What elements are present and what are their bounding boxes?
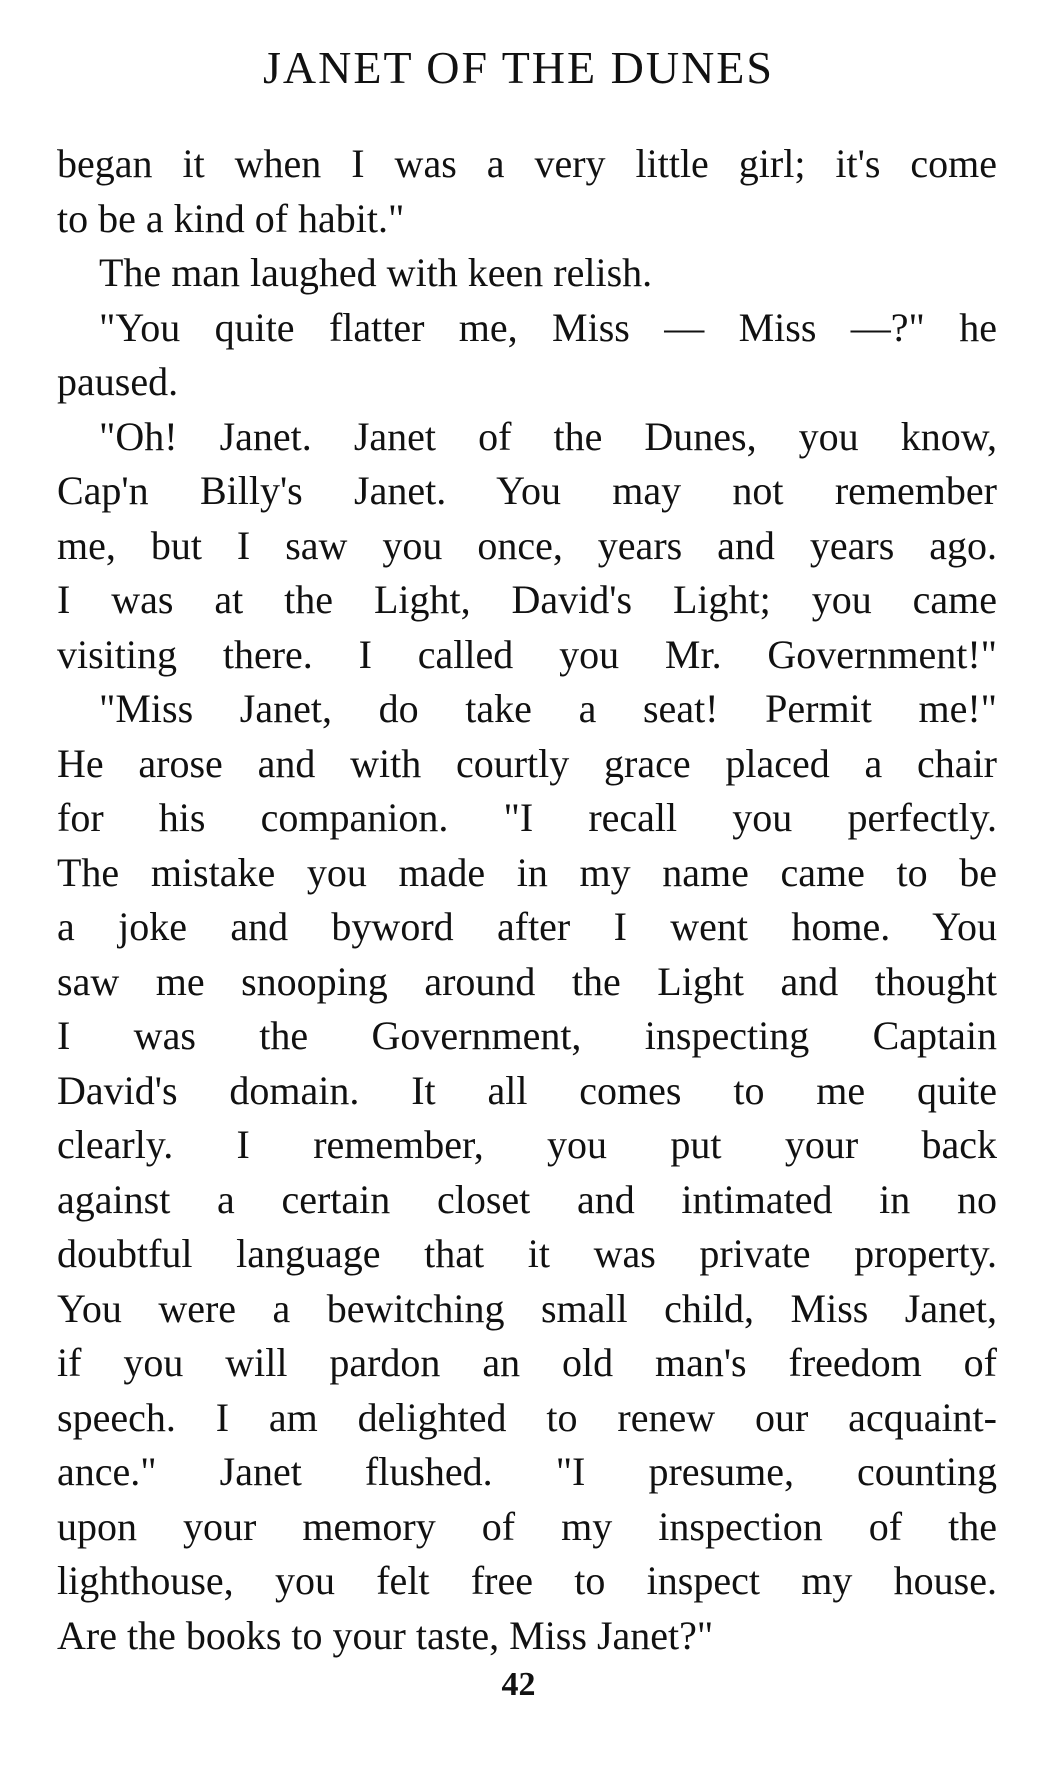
text-line: for his companion. "I recall you perfectly. bbox=[57, 795, 997, 840]
text-line: visiting there. I called you Mr. Government!" bbox=[57, 631, 997, 677]
text-line: clearly. I remember, you put your back bbox=[57, 1122, 997, 1167]
text-line: You were a bewitching small child, Miss Janet, bbox=[57, 1285, 997, 1331]
text-line: "You quite flatter me, Miss — Miss —?" he bbox=[99, 304, 997, 350]
text-line: ance." Janet flushed. "I presume, counting bbox=[57, 1449, 997, 1494]
text-line: speech. I am delighted to renew our acquaint- bbox=[57, 1394, 997, 1440]
page-number: 42 bbox=[501, 1666, 536, 1703]
text-line: a joke and byword after I went home. You bbox=[57, 904, 997, 949]
text-line: David's domain. It all comes to me quite bbox=[57, 1067, 997, 1113]
text-line: The mistake you made in my name came to be bbox=[57, 849, 997, 895]
text-line: "Oh! Janet. Janet of the Dunes, you know, bbox=[99, 413, 997, 459]
text-line: He arose and with courtly grace placed a chair bbox=[57, 740, 997, 786]
body-text bbox=[57, 137, 997, 1663]
text-line: The man laughed with keen relish. bbox=[99, 250, 653, 295]
text-line: Are the books to your taste, Miss Janet?" bbox=[57, 1612, 714, 1658]
running-head: JANET OF THE DUNES bbox=[263, 42, 774, 93]
text-line: "Miss Janet, do take a seat! Permit me!" bbox=[99, 686, 997, 731]
text-line: I was at the Light, David's Light; you came bbox=[57, 577, 997, 622]
text-line: began it when I was a very little girl; it's come bbox=[57, 141, 997, 186]
text-line: saw me snooping around the Light and thought bbox=[57, 958, 997, 1004]
text-line: doubtful language that it was private property. bbox=[57, 1231, 997, 1276]
text-line: paused. bbox=[57, 359, 179, 404]
text-line: if you will pardon an old man's freedom of bbox=[57, 1340, 997, 1385]
text-line: me, but I saw you once, years and years ago. bbox=[57, 522, 997, 568]
text-line: lighthouse, you felt free to inspect my house. bbox=[57, 1558, 997, 1603]
text-line: against a certain closet and intimated in no bbox=[57, 1176, 997, 1222]
text-line: Cap'n Billy's Janet. You may not remember bbox=[57, 468, 997, 513]
text-line: I was the Government, inspecting Captain bbox=[57, 1013, 997, 1058]
text-line: to be a kind of habit." bbox=[57, 195, 405, 241]
text-line: upon your memory of my inspection of the bbox=[57, 1503, 997, 1549]
